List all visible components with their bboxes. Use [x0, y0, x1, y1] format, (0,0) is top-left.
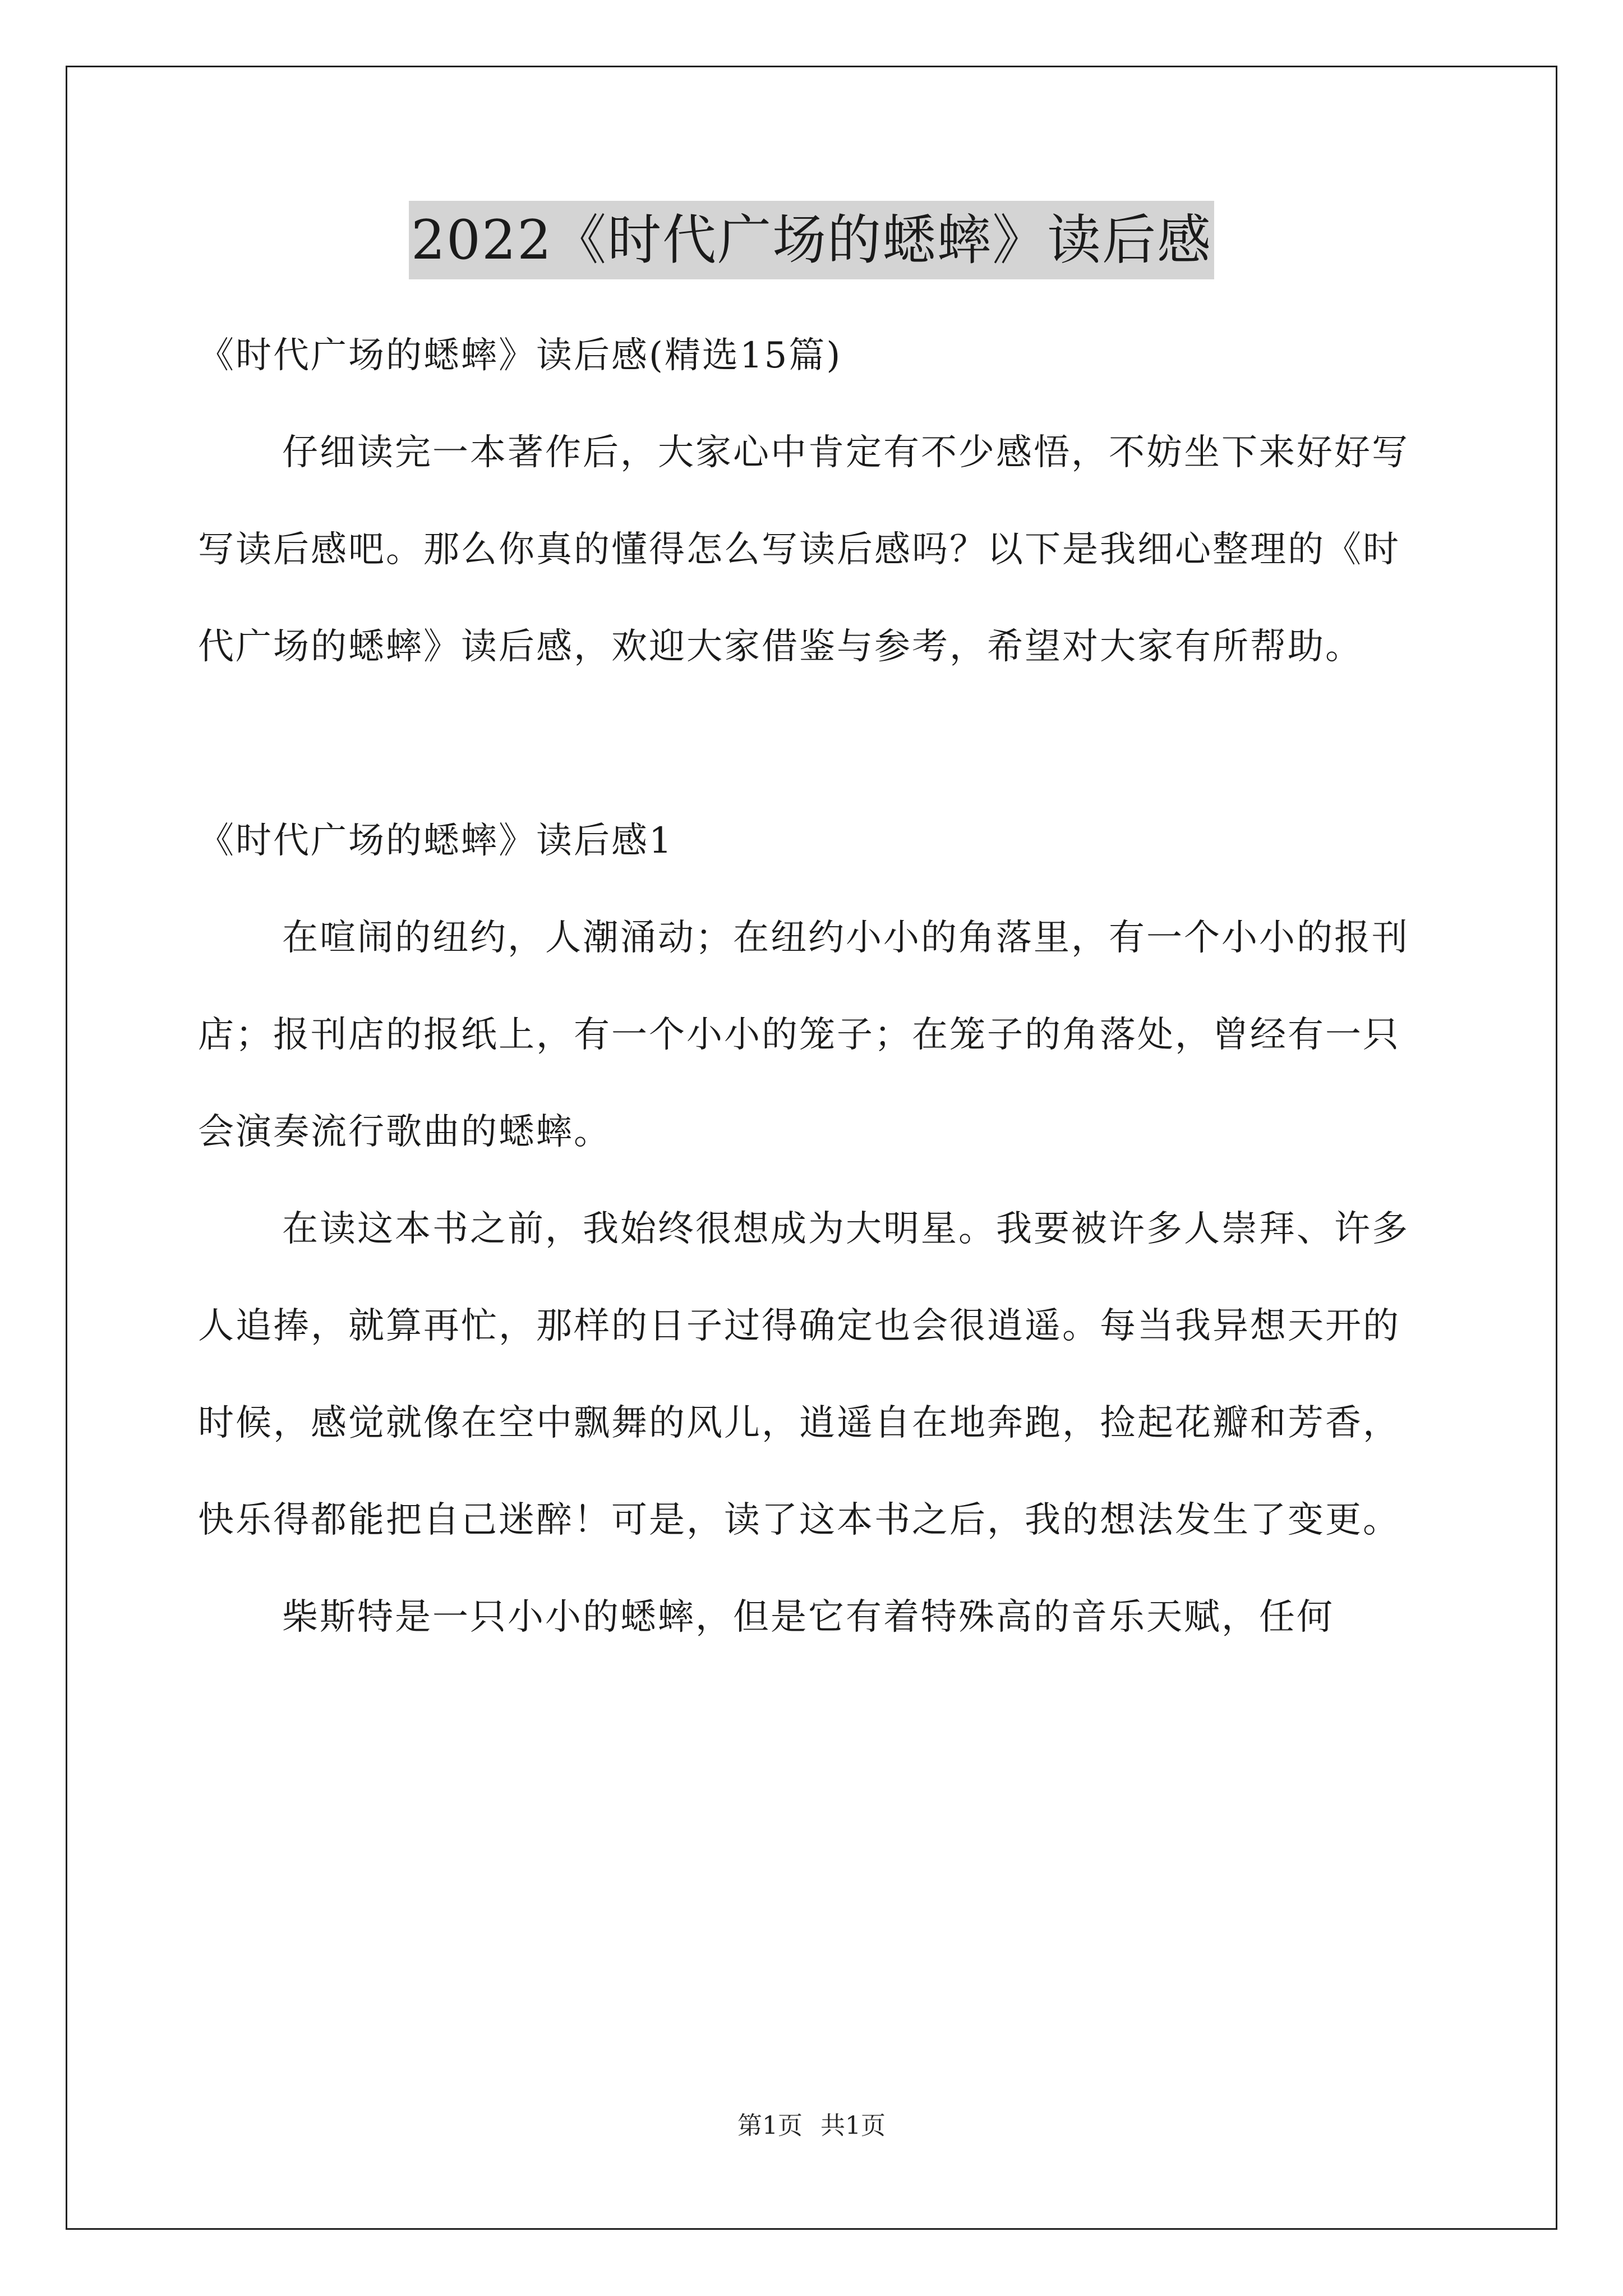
blank-line: [198, 696, 1432, 793]
page-footer: [0, 2109, 1623, 2143]
document-body: [198, 307, 1432, 1666]
title-block: [0, 201, 1623, 279]
body-paragraph: 在读这本书之前，我始终很想成为大明星。我要被许多人崇拜、许多人追捧，就算再忙，那样的日子过得确定也会很逍遥。每当我异想天开的时候，感觉就像在空中飘舞的风儿，逍遥自在地奔跑，捡起花瓣和芳香，快乐得都能把自己迷醉！可是，读了这本书之后，我的想法发生了变更。: [198, 1208, 1409, 1541]
body-paragraph: 柴斯特是一只小小的蟋蟀，但是它有着特殊高的音乐天赋，任何: [282, 1596, 1334, 1638]
intro-paragraph: 仔细读完一本著作后，大家心中肯定有不少感悟，不妨坐下来好好写写读后感吧。那么你真的懂得怎么写读后感吗？以下是我细心整理的《时代广场的蟋蟀》读后感，欢迎大家借鉴与参考，希望对大家有所帮助。: [198, 432, 1409, 668]
page-number: 第1页: [737, 2111, 803, 2140]
body-paragraph: 在喧闹的纽约，人潮涌动；在纽约小小的角落里，有一个小小的报刊店；报刊店的报纸上，有一个小小的笼子；在笼子的角落处，曾经有一只会演奏流行歌曲的蟋蟀。: [198, 917, 1409, 1153]
page-title: 2022《时代广场的蟋蟀》读后感: [409, 201, 1214, 279]
subtitle: 《时代广场的蟋蟀》读后感(精选15篇): [198, 335, 842, 376]
page-total: 共1页: [820, 2111, 886, 2140]
section-heading: 《时代广场的蟋蟀》读后感1: [198, 820, 674, 862]
